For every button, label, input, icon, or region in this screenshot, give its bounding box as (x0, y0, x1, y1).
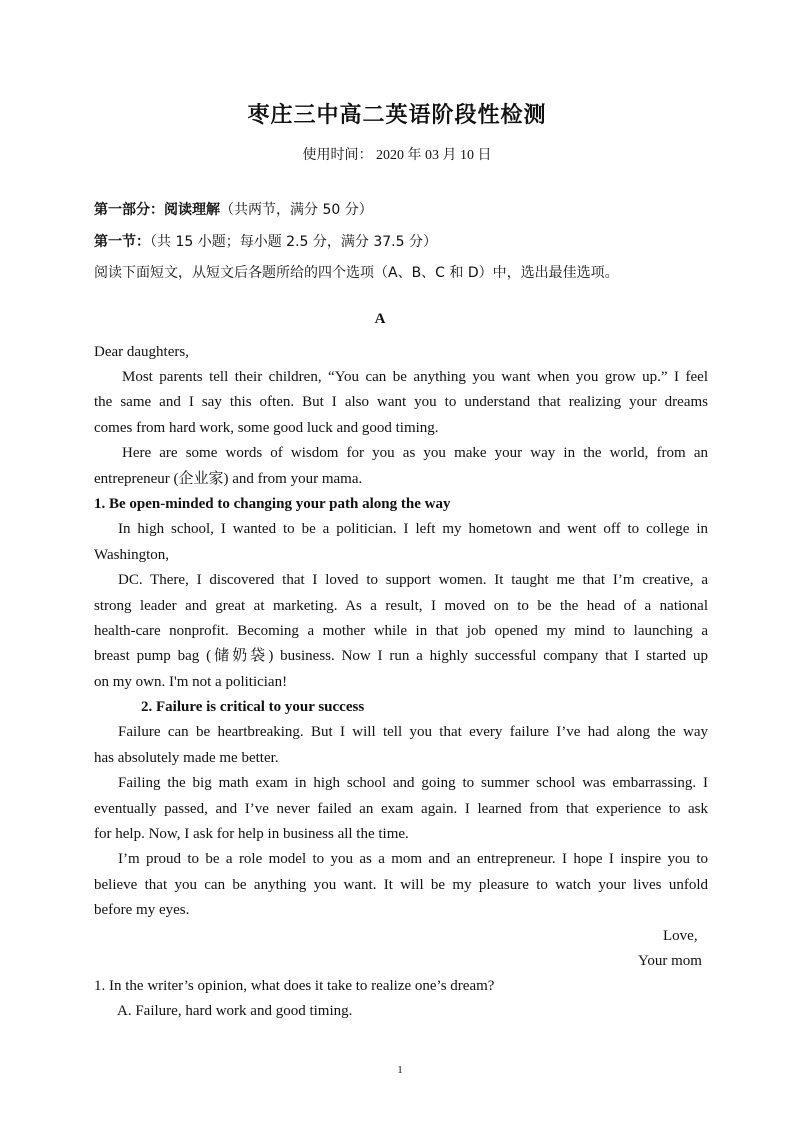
passage-line: I’m proud to be a role model to you as a mom and an entrepreneur. I hope I inspire you to (118, 851, 708, 867)
passage-line: before my eyes. (94, 902, 190, 918)
passage-line: breast pump bag (储奶袋) business. Now I run a highly successful company that I started up (94, 648, 708, 664)
section-one-label: 第一节： (94, 234, 150, 250)
exam-title: 枣庄三中高二英语阶段性检测 (247, 103, 547, 128)
passage-line: In high school, I wanted to be a politician. I left my hometown and went off to college in (118, 521, 708, 537)
section-one-scoring: （共 15 小题；每小题 2.5 分，满分 37.5 分） (150, 234, 437, 250)
answer-option-a: A. Failure, hard work and good timing. (117, 1003, 353, 1019)
passage-line: believe that you can be anything you want. It will be my pleasure to watch your lives unfold (94, 877, 708, 893)
part-one-label: 第一部分：阅读理解 (94, 202, 220, 218)
passage-line: strong leader and great at marketing. As a result, I moved on to be the head of a national (94, 598, 708, 614)
passage-line: for help. Now, I ask for help in business all the time. (94, 826, 409, 842)
passage-line: eventually passed, and I’ve never failed an exam again. I learned from that experience to ask (94, 801, 708, 817)
subheading-failure: 2. Failure is critical to your success (141, 699, 365, 715)
part-one-heading (94, 200, 373, 220)
passage-line: Here are some words of wisdom for you as you make your way in the world, from an (122, 445, 708, 461)
passage-line: Failure can be heartbreaking. But I will tell you that every failure I’ve had along the way (118, 724, 708, 740)
section-one-heading (94, 232, 437, 252)
subheading-open-minded: 1. Be open-minded to changing your path along the way (94, 496, 451, 512)
passage-line: Washington, (94, 547, 170, 563)
passage-line: Failing the big math exam in high school and going to summer school was embarrassing. I (118, 775, 708, 791)
letter-signature: Your mom (638, 953, 702, 969)
passage-line: health-care nonprofit. Becoming a mother while in that job opened my mind to launching a (94, 623, 708, 639)
passage-line: DC. There, I discovered that I loved to support women. It taught me that I’m creative, a (118, 572, 708, 588)
passage-line: the same and I say this often. But I also want you to understand that realizing your dreams (94, 394, 708, 410)
exam-date: 使用时间： 2020 年 03 月 10 日 (302, 148, 492, 163)
part-one-scoring: （共两节，满分 50 分） (220, 202, 373, 218)
passage-line: Most parents tell their children, “You can be anything you want when you grow up.” I feel (122, 369, 708, 385)
passage-line: entrepreneur (企业家) and from your mama. (94, 471, 363, 487)
letter-greeting: Dear daughters, (94, 344, 189, 360)
passage-line: on my own. I'm not a politician! (94, 674, 288, 690)
passage-line: has absolutely made me better. (94, 750, 279, 766)
page-number: 1 (397, 1064, 403, 1076)
question-stem: 1. In the writer’s opinion, what does it take to realize one’s dream? (94, 978, 495, 994)
directions: 阅读下面短文，从短文后各题所给的四个选项（A、B、C 和 D）中，选出最佳选项。 (94, 265, 619, 281)
passage-label: A (374, 311, 386, 327)
letter-closing: Love, (663, 928, 698, 944)
passage-line: comes from hard work, some good luck and good timing. (94, 420, 439, 436)
